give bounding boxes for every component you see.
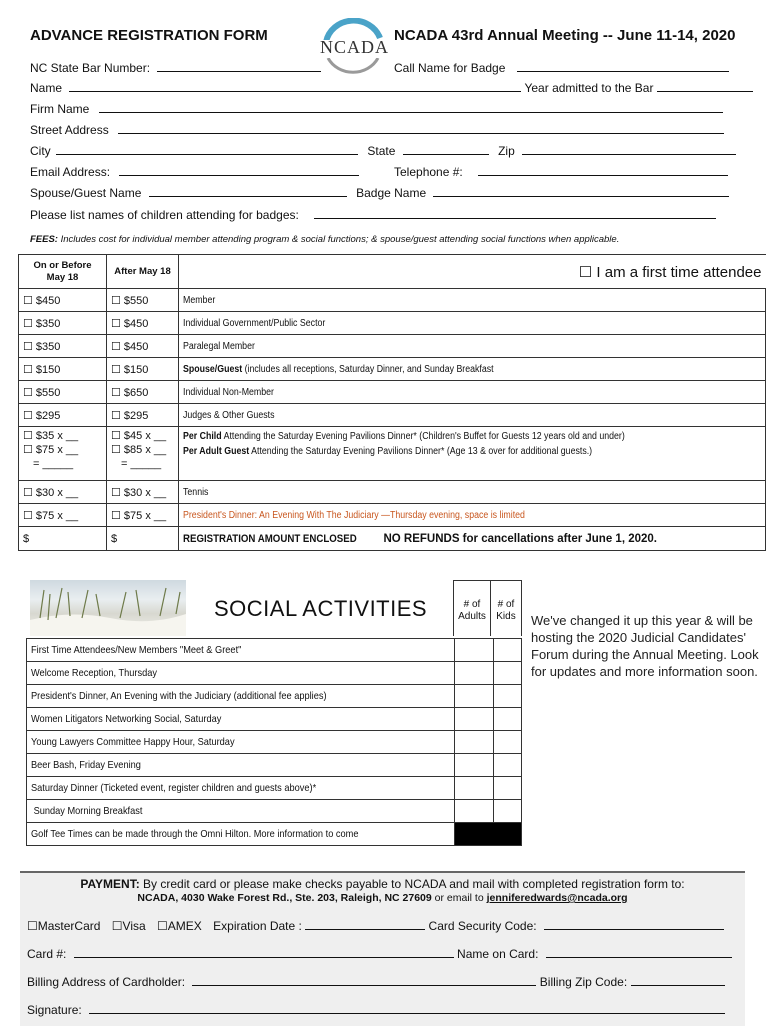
- fees-note: [30, 234, 619, 245]
- child-adult-row: [19, 427, 766, 481]
- card-number-row: [27, 946, 732, 961]
- signature-label: Signature:: [27, 1003, 82, 1017]
- payment-email-link[interactable]: jenniferedwards@ncada.org: [486, 892, 628, 904]
- no-refunds: NO REFUNDS for cancellations after June 1, 2020.: [383, 532, 657, 545]
- form-title: ADVANCE REGISTRATION FORM: [30, 27, 268, 44]
- child-adult-after[interactable]: [107, 427, 179, 481]
- adults-input[interactable]: [455, 639, 494, 662]
- fee-desc-bold: Spouse/Guest: [183, 364, 243, 375]
- zip-label: Zip: [498, 144, 515, 158]
- fee-checkbox[interactable]: ☐ $650: [107, 381, 179, 404]
- social-title: SOCIAL ACTIVITIES: [214, 596, 428, 621]
- social-row: [27, 754, 522, 777]
- payment-instructions: [20, 877, 745, 905]
- fee-checkbox[interactable]: ☐ $295: [19, 404, 107, 427]
- telephone-field[interactable]: [478, 164, 728, 176]
- city-field[interactable]: [56, 143, 358, 155]
- fee-desc: [183, 364, 494, 375]
- kids-input[interactable]: [494, 662, 522, 685]
- social-item: Welcome Reception, Thursday: [31, 667, 158, 679]
- name-row[interactable]: [30, 80, 753, 95]
- col-before: On or Before May 18: [19, 255, 107, 289]
- or-email: or email to: [434, 892, 484, 904]
- fee-desc-rest: (includes all receptions, Saturday Dinner, and Sunday Breakfast: [242, 364, 494, 375]
- mastercard-checkbox[interactable]: ☐MasterCard: [27, 919, 101, 933]
- fee-checkbox[interactable]: ☐ $550: [19, 381, 107, 404]
- firm-label: Firm Name: [30, 102, 90, 116]
- payment-label: PAYMENT:: [80, 877, 140, 891]
- card-number-label: Card #:: [27, 947, 67, 961]
- bar-number-row[interactable]: [30, 60, 321, 75]
- name-on-card-field[interactable]: [546, 946, 732, 958]
- security-label: Card Security Code:: [428, 919, 537, 933]
- col-adults: # of Adults: [453, 580, 491, 636]
- tennis-row: [19, 481, 766, 504]
- blocked-cell: [455, 823, 522, 846]
- billing-address-field[interactable]: [192, 974, 536, 986]
- social-item: Women Litigators Networking Social, Saturday: [31, 713, 222, 725]
- beach-photo: [30, 580, 186, 636]
- social-item: First Time Attendees/New Members "Meet & Greet": [31, 644, 242, 656]
- adults-input[interactable]: [455, 685, 494, 708]
- total-row: [19, 527, 766, 551]
- child-adult-before[interactable]: [19, 427, 107, 481]
- adult-before[interactable]: ☐ $75 x __: [23, 444, 79, 456]
- child-bold: Per Child: [183, 431, 222, 442]
- kids-input[interactable]: [494, 685, 522, 708]
- call-name-row[interactable]: [394, 60, 729, 75]
- social-row: [27, 731, 522, 754]
- child-desc-text: Attending the Saturday Evening Pavilions Dinner* (Children's Buffet for Guests 12 years old and under): [221, 431, 625, 442]
- social-row: [27, 823, 522, 846]
- fee-checkbox[interactable]: ☐ $350: [19, 312, 107, 335]
- amex-checkbox[interactable]: ☐AMEX: [157, 919, 202, 933]
- presidents-desc: President's Dinner: An Evening With The Judiciary —Thursday evening, space is limited: [183, 510, 525, 521]
- total-before[interactable]: $: [19, 527, 107, 551]
- spouse-label: Spouse/Guest Name: [30, 186, 142, 200]
- adult-bold: Per Adult Guest: [183, 446, 250, 457]
- call-name-label: Call Name for Badge: [394, 61, 506, 75]
- fee-row: [19, 404, 766, 427]
- social-item: Golf Tee Times can be made through the Omni Hilton. More information to come: [31, 828, 359, 840]
- adults-input[interactable]: [455, 662, 494, 685]
- children-row[interactable]: [30, 207, 716, 222]
- social-item: President's Dinner, An Evening with the Judiciary (additional fee applies): [31, 690, 327, 702]
- tennis-after[interactable]: ☐ $30 x __: [107, 481, 179, 504]
- street-field[interactable]: [118, 122, 724, 134]
- social-row: [27, 777, 522, 800]
- child-after[interactable]: ☐ $45 x __: [111, 430, 167, 442]
- spouse-field[interactable]: [149, 185, 347, 197]
- adults-input[interactable]: [455, 777, 494, 800]
- fee-row: [19, 335, 766, 358]
- kids-input[interactable]: [494, 777, 522, 800]
- fee-desc: Individual Non-Member: [183, 387, 274, 398]
- adults-input[interactable]: [455, 754, 494, 777]
- fee-row: [19, 312, 766, 335]
- fee-checkbox[interactable]: ☐ $350: [19, 335, 107, 358]
- billing-address-label: Billing Address of Cardholder:: [27, 975, 186, 989]
- email-label: Email Address:: [30, 165, 111, 179]
- social-item: Beer Bash, Friday Evening: [31, 759, 141, 771]
- tennis-desc: Tennis: [183, 487, 209, 498]
- badge-field[interactable]: [433, 185, 729, 197]
- total-after[interactable]: $: [107, 527, 179, 551]
- year-admitted-field[interactable]: [657, 80, 753, 92]
- bar-number-label: NC State Bar Number:: [30, 61, 151, 75]
- fee-checkbox[interactable]: ☐ $150: [107, 358, 179, 381]
- fees-label: FEES:: [30, 234, 58, 245]
- expiration-field[interactable]: [305, 918, 425, 930]
- social-item: Saturday Dinner (Ticketed event, register children and guests above)*: [31, 782, 317, 794]
- payment-text: By credit card or please make checks payable to NCADA and mail with completed registration form to:: [143, 877, 685, 891]
- forum-note: We've changed it up this year & will be hosting the 2020 Judicial Candidates' Forum during the Annual Meeting. Look for updates and more information soon.: [531, 613, 759, 679]
- kids-input[interactable]: [494, 800, 522, 823]
- presidents-after[interactable]: ☐ $75 x __: [107, 504, 179, 527]
- kids-input[interactable]: [494, 639, 522, 662]
- firm-row[interactable]: [30, 101, 723, 116]
- year-admitted-label: Year admitted to the Bar: [524, 81, 654, 95]
- fee-header-row: [19, 255, 766, 289]
- adults-input[interactable]: [455, 800, 494, 823]
- social-row: [27, 708, 522, 731]
- social-row: [27, 685, 522, 708]
- meeting-title: NCADA 43rd Annual Meeting -- June 11-14, 2020: [394, 27, 736, 44]
- social-item: Sunday Morning Breakfast: [31, 805, 143, 817]
- security-field[interactable]: [544, 918, 724, 930]
- logo-text: NCADA: [320, 37, 390, 57]
- fee-checkbox[interactable]: ☐ $450: [19, 289, 107, 312]
- adult-desc: [183, 445, 592, 459]
- zip-field[interactable]: [522, 143, 736, 155]
- name-field[interactable]: [69, 80, 521, 92]
- card-number-field[interactable]: [74, 946, 454, 958]
- adults-input[interactable]: [455, 731, 494, 754]
- social-item: Young Lawyers Committee Happy Hour, Saturday: [31, 736, 235, 748]
- telephone-label: Telephone #:: [394, 165, 463, 179]
- street-row[interactable]: [30, 122, 724, 137]
- kids-input[interactable]: [494, 754, 522, 777]
- col-after: After May 18: [107, 255, 179, 289]
- first-time-checkbox[interactable]: ☐ I am a first time attendee: [179, 255, 766, 289]
- telephone-row[interactable]: [394, 164, 728, 179]
- billing-zip-label: Billing Zip Code:: [539, 975, 628, 989]
- children-label: Please list names of children attending for badges:: [30, 208, 299, 222]
- firm-field[interactable]: [99, 101, 723, 113]
- state-field[interactable]: [403, 143, 489, 155]
- fee-checkbox[interactable]: ☐ $150: [19, 358, 107, 381]
- adults-input[interactable]: [455, 708, 494, 731]
- fee-checkbox[interactable]: ☐ $550: [107, 289, 179, 312]
- fee-row: [19, 381, 766, 404]
- ncada-logo: [318, 18, 388, 74]
- fee-checkbox[interactable]: ☐ $295: [107, 404, 179, 427]
- tennis-before[interactable]: ☐ $30 x __: [19, 481, 107, 504]
- badge-label: Badge Name: [356, 186, 427, 200]
- payment-address: NCADA, 4030 Wake Forest Rd., Ste. 203, Raleigh, NC 27609: [137, 892, 432, 904]
- fee-checkbox[interactable]: ☐ $450: [107, 312, 179, 335]
- fee-desc: Judges & Other Guests: [183, 410, 275, 421]
- fee-desc: Individual Government/Public Sector: [183, 318, 326, 329]
- card-type-row: [27, 918, 724, 933]
- kids-input[interactable]: [494, 731, 522, 754]
- fee-desc: Member: [183, 295, 216, 306]
- presidents-row: [19, 504, 766, 527]
- name-on-card-label: Name on Card:: [457, 947, 539, 961]
- adult-after[interactable]: ☐ $85 x __: [111, 444, 167, 456]
- call-name-field[interactable]: [517, 60, 729, 72]
- fees-note-text: Includes cost for individual member attending program & social functions; & spouse/guest attending social functions when applicable.: [60, 234, 620, 245]
- bar-number-field[interactable]: [157, 60, 321, 72]
- state-label: State: [367, 144, 396, 158]
- expiration-label: Expiration Date :: [213, 919, 302, 933]
- street-label: Street Address: [30, 123, 109, 137]
- child-before[interactable]: ☐ $35 x __: [23, 430, 79, 442]
- before-total[interactable]: = _____: [33, 458, 74, 470]
- signature-row: [27, 1002, 725, 1017]
- social-table: [26, 638, 522, 846]
- billing-zip-field[interactable]: [631, 974, 725, 986]
- after-total[interactable]: = _____: [121, 458, 162, 470]
- fee-row: [19, 289, 766, 312]
- fee-row: [19, 358, 766, 381]
- city-label: City: [30, 144, 51, 158]
- children-field[interactable]: [314, 207, 716, 219]
- city-row[interactable]: [30, 143, 736, 158]
- presidents-before[interactable]: ☐ $75 x __: [19, 504, 107, 527]
- spouse-row[interactable]: [30, 185, 729, 200]
- fee-desc: Paralegal Member: [183, 341, 255, 352]
- kids-input[interactable]: [494, 708, 522, 731]
- email-row[interactable]: [30, 164, 359, 179]
- email-field[interactable]: [119, 164, 359, 176]
- adult-desc-text: Attending the Saturday Evening Pavilions Dinner* (Age 13 & over for additional guests.): [249, 446, 593, 457]
- fee-checkbox[interactable]: ☐ $450: [107, 335, 179, 358]
- billing-row: [27, 974, 725, 989]
- social-row: [27, 800, 522, 823]
- col-kids: # of Kids: [491, 580, 522, 636]
- total-label: REGISTRATION AMOUNT ENCLOSED: [183, 532, 357, 545]
- name-label: Name: [30, 81, 63, 95]
- signature-field[interactable]: [89, 1002, 725, 1014]
- social-row: [27, 662, 522, 685]
- fee-table: [18, 254, 766, 551]
- social-row: [27, 639, 522, 662]
- visa-checkbox[interactable]: ☐Visa: [111, 919, 146, 933]
- child-desc: [183, 430, 625, 444]
